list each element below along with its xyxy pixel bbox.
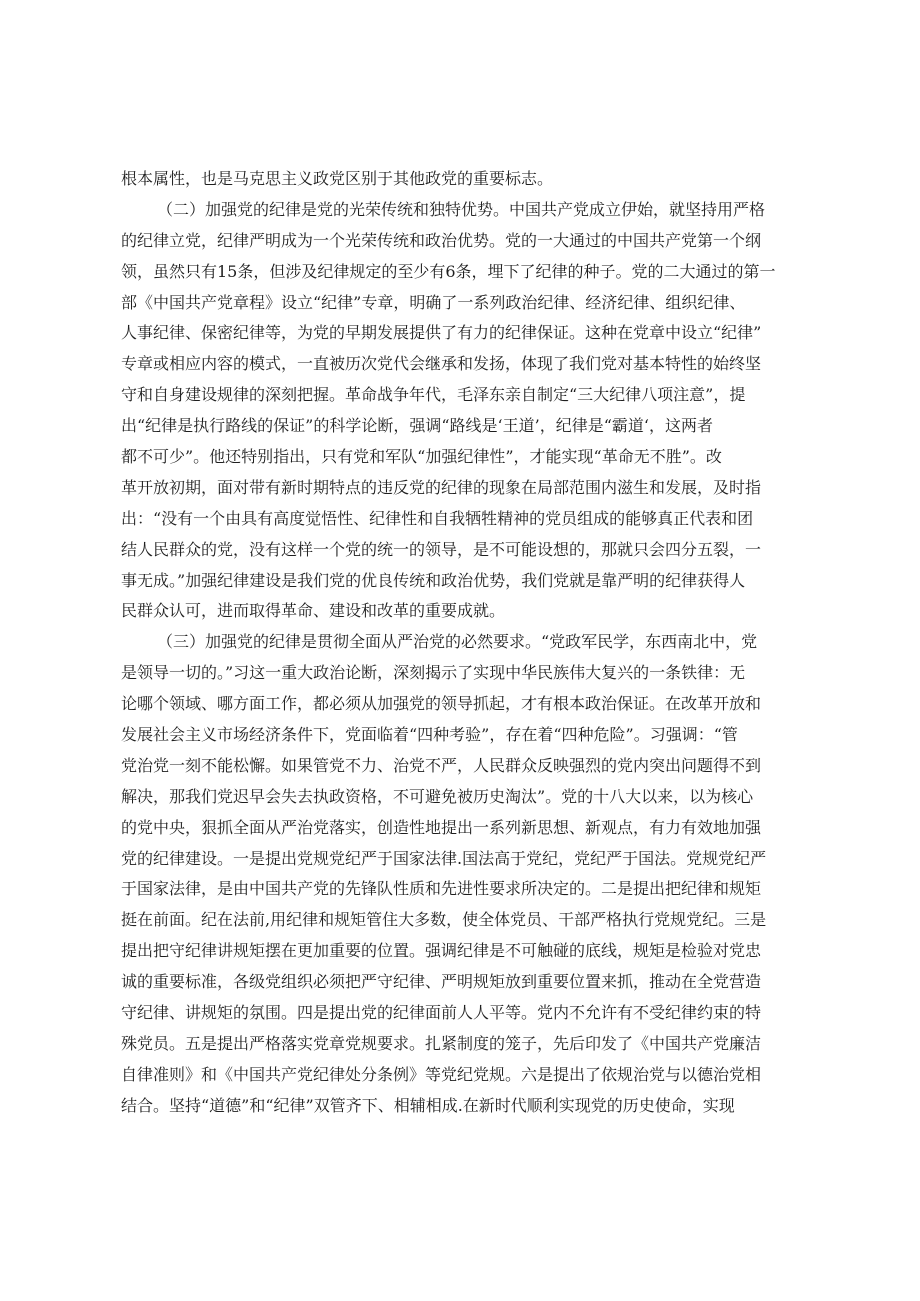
text-line: 挺在前面。纪在法前,用纪律和规矩管住大多数，使全体党员、干部严格执行党规党纪。三是 (121, 910, 767, 930)
text-line: 专章或相应内容的模式，一直被历次党代会继承和发扬，体现了我们党对基本特性的始终坚 (121, 354, 762, 374)
text-line: 领，虽然只有15条，但涉及纪律规定的至少有6条，埋下了纪律的种子。党的二大通过的第一 (121, 261, 776, 281)
text-line: 是领导一切的。”习这一重大政治论断，深刻揭示了实现中华民族伟大复兴的一条铁律：无 (121, 663, 746, 683)
text-line: （三）加强党的纪律是贯彻全面从严治党的必然要求。“党政军民学，东西南北中，党 (157, 632, 758, 652)
text-line: 的纪律立党，纪律严明成为一个光荣传统和政治优势。党的一大通过的中国共产党第一个纲 (121, 230, 762, 250)
text-line: 事无成。”加强纪律建设是我们党的优良传统和政治优势，我们党就是靠严明的纪律获得人 (121, 570, 746, 590)
text-line: 守纪律、讲规矩的氛围。四是提出党的纪律面前人人平等。党内不允许有不受纪律约束的特 (121, 1003, 762, 1023)
text-line: 于国家法律，是由中国共产党的先锋队性质和先进性要求所决定的。二是提出把纪律和规矩 (121, 879, 762, 899)
text-line: 发展社会主义市场经济条件下，党面临着“四种考验”，存在着“四种危险”。习强调：“管 (121, 725, 738, 745)
text-line: 党治党一刻不能松懈。如果管党不力、治党不严，人民群众反映强烈的党内突出问题得不到 (121, 755, 762, 775)
text-line: 解决，那我们党迟早会失去执政资格，不可避免被历史淘汰”。党的十八大以来，以为核心 (121, 786, 754, 806)
text-line: 都不可少”。他还特别指出，只有党和军队“加强纪律性”，才能实现“革命无不胜”。改 (121, 447, 722, 467)
text-line: 革开放初期，面对带有新时期特点的违反党的纪律的现象在局部范围内滋生和发展，及时指 (121, 477, 762, 497)
text-line: 党的纪律建设。一是提出党规党纪严于国家法律.国法高于党纪，党纪严于国法。党规党纪严 (121, 848, 767, 868)
text-line: 部《中国共产党章程》设立“纪律”专章，明确了一系列政治纪律、经济纪律、组织纪律、 (121, 292, 746, 312)
text-line: 诚的重要标准，各级党组织必须把严守纪律、严明规矩放到重要位置来抓，推动在全党营造 (121, 972, 762, 992)
text-line: 提出把守纪律讲规矩摆在更加重要的位置。强调纪律是不可触碰的底线，规矩是检验对党忠 (121, 941, 762, 961)
text-line: 人事纪律、保密纪律等，为党的早期发展提供了有力的纪律保证。这种在党章中设立“纪律” (121, 323, 762, 343)
text-line: 民群众认可，进而取得革命、建设和改革的重要成就。 (121, 601, 506, 621)
document-body (121, 164, 821, 1122)
text-line: 殊党员。五是提出严格落实党章党规要求。扎紧制度的笼子，先后印发了《中国共产党廉洁 (121, 1033, 762, 1053)
text-line: 结合。坚持“道德”和“纪律”双管齐下、相辅相成.在新时代顺利实现党的历史使命，实现 (121, 1095, 735, 1115)
text-line: （二）加强党的纪律是党的光荣传统和独特优势。中国共产党成立伊始，就坚持用严格 (157, 199, 766, 219)
text-line: 根本属性，也是马克思主义政党区别于其他政党的重要标志。 (121, 169, 554, 188)
text-line: 自律准则》和《中国共产党纪律处分条例》等党纪党规。六是提出了依规治党与以德治党相 (121, 1064, 762, 1084)
text-line: 守和自身建设规律的深刻把握。革命战争年代，毛泽东亲自制定“三大纪律八项注意”，提 (121, 385, 746, 405)
text-line: 出：“没有一个由具有高度觉悟性、纪律性和自我牺牲精神的党员组成的能够真正代表和团 (121, 508, 754, 528)
text-line: 的党中央，狠抓全面从严治党落实，创造性地提出一系列新思想、新观点，有力有效地加强 (121, 817, 762, 837)
text-line: 结人民群众的党，没有这样一个党的统一的领导，是不可能设想的，那就只会四分五裂，一 (121, 539, 762, 559)
text-line: 出“纪律是执行路线的保证”的科学论断，强调“路线是‘王道’，纪律是“霸道‘，这两者 (121, 416, 713, 436)
text-line: 论哪个领域、哪方面工作，都必须从加强党的领导抓起，才有根本政治保证。在改革开放和 (121, 694, 762, 714)
